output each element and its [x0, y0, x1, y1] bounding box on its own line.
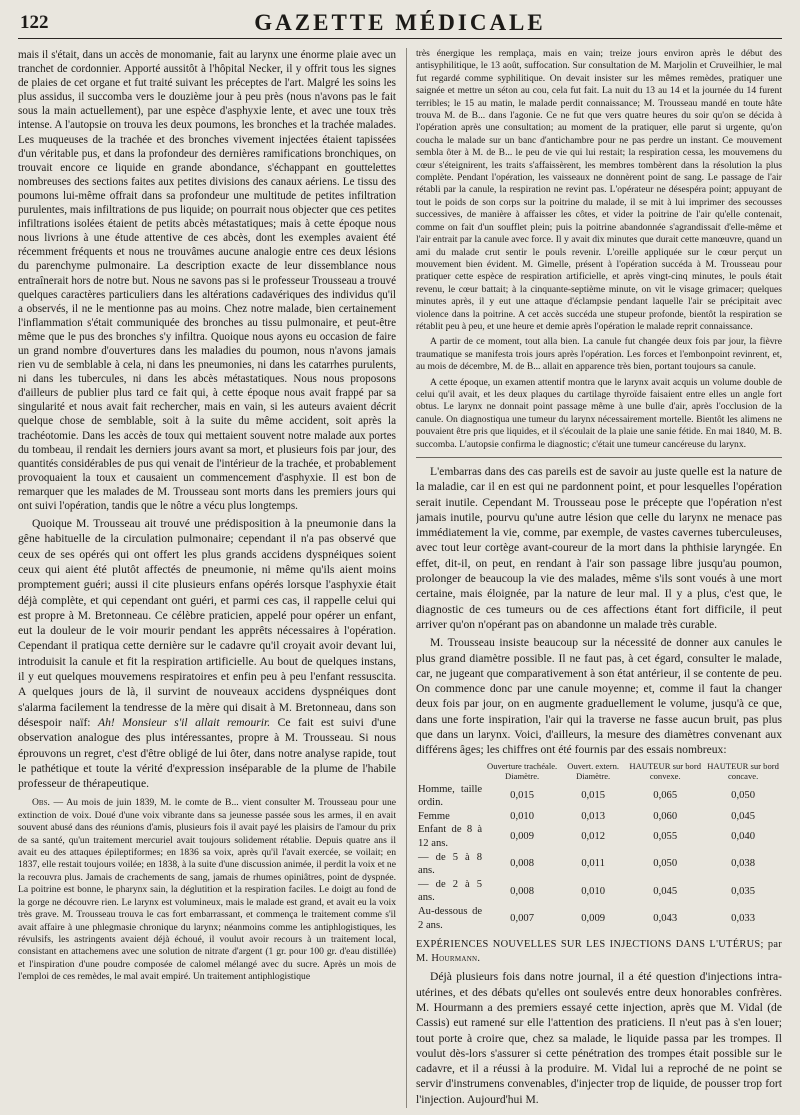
table-row-label: Enfant de 8 à 12 ans.: [418, 824, 483, 850]
table-row-label: Femme: [418, 810, 450, 822]
table-cell: 0,043: [653, 912, 678, 924]
table-row: [416, 823, 782, 850]
paragraph-autopsy: mais il s'était, dans un accès de monomanie, fait au larynx une énorme plaie avec un tranchet de cordonnier. Apporté aussitôt à l'hôpital Necker, il y offrit tous les signes de plaies de cet organe et fut traité suivant les préceptes de l'art. Malgré les soins les plus assidus, il succomba vers le douzième jour à peu près (nous n'avons pas le fait sous la main actuellement), par une espèce d'asphyxie lente, et avec une toux très intense. A l'autopsie on trouva les deux poumons, les bronches et la trachée malades. Les muqueuses de la trachée et des bronches vivement injectées étaient tapissées d'un véritable pus, et dans la profondeur des dernières ramifications bronchiques, on trouvait encore ce liquide en grande abondance, s'échappant en gouttelettes nombreuses des sections faites aux petites divisions des canaux aériens. Le tissu des poumons lui-même offrait dans sa profondeur une multitude de petites infiltration purulentes, mais infiltrations de pus liquide; on pourrait nous objecter que ces petites infiltrations isolées étaient de petits abcès métastatiques; mais à cette époque nous nous livrions à une étude attentive de ces abcès, dont les exemples avaient été récemment fréquents et nous ne trouvâmes aucune analogie entre ces deux lésions du parenchyme pulmonaire. La description exacte de leur dissemblance nous entraînerait hors de notre but. Nous ne savons pas si le professeur Trousseau a trouvé quelques caractères particuliers dans les altérations cadavériques des individus qu'il a observés, il ne le mentionne pas au moins. Chez notre malade, bien certainement l'inflammation s'était communiquée des bronches au tissu pulmonaire, et peut-être même que le pus des bronches s'y infiltra. Quoique nous ayons eu occasion de faire un grand nombre d'ouvertures dans les maladies du poumon, nous n'avons jamais rien vu de semblable à cela, ni dans les pneumonies, ni dans les catarrhes purulents, ni dans les tubercules, ni dans les abcès métastatiques. Nous nous proposons d'ailleurs de publier plus tard ce fait qui, à cette époque nous avait frappé par sa singularité et nous avait fait rechercher, mais en vain, si les auteurs avaient décrit quelque chose de semblable, soit à la suite du même accident, soit après la trachéotomie. Dans les accès de toux qui mettaient souvent notre malade aux portes du tombeau, il rendait les derniers jours avant sa mort, et plusieurs fois par jour, des quantités considérables de pus qui venait de l'intérieur de la trachée, et probablement provoquaient la toux et causaient un commencement d'asphyxie. Il est bon de remarquer que les malades de M. Trousseau sont morts dans les premiers jours qui ont suivi l'opération, tandis que le nôtre a vécu plus longtemps.: [18, 49, 396, 512]
section-rule: [416, 457, 782, 458]
observation-continued: très énergique les remplaça, mais en vain; treize jours environ après le début des antisyphilitique, le 13 août, suffocation. Sur consultation de M. Marjolin et Cruveilhier, le mal fut regardé comme syphilitique. On devait insister sur les mêmes remèdes, pratiquer une saignée et mettre un séton au cou, cela fut fait. La nuit du 13 au 14 et la journée du 14 furent terribles; le 15 au matin, le malade perdit connaissance; M. Trousseau mandé en toute hâte trouva M. de B... dans l'agonie. Ce ne fut que vers quatre heures du soir qu'on se décida à l'opération après une consultation; au moment de la pratiquer, elle parut si urgente, qu'on coucha le malade sur un banc d'antichambre pour ne pas perdre un instant. Ce mouvement sembla ôter à M. de B... le peu de vie qui lui restait; la respiration cessa, les mouvemens du cœur s'éteignirent, les traits s'affaissèrent, les membres tombèrent dans la résolution la plus complète. Pendant l'opération, les vaisseaux ne donnèrent point de sang. Le passage de l'air rétabli par la canule, la respiration ne revint pas. L'opérateur ne désespéra point; appuyant de tout le poids de son corps sur la poitrine du malade, il se mit à lui imprimer des secousses successives, de manière à affaisser les côtes, et vider la poitrine de l'air qu'elle contenait, comme on fait d'un soufflet plein; puis la poitrine abandonnée s'agrandissait d'elle-même et l'air entrait par la canule avec force. Il y avait dix minutes que durait cette manœuvre, quand un ami du malade crut sentir le pouls revenir. L'oreille appliquée sur le cœur perçut un mouvement bien évident. M. Gimelle, présent à l'opération succéda à M. Trousseau pour pratiquer cette espèce de respiration artificielle, et après vingt-cinq minutes, le pouls était revenu, le cœur battait; à la cinquante-septième minute, on vit le visage grimacer; quelques minutes après, il y eut une attaque d'éclampsie pendant laquelle l'air se précipitait avec violence dans la poitrine. A cet accès succéda une stupeur profonde, bientôt la respiration se rétablit peu à peu, et une heure et demie après l'opération le malade reprit connaissance.: [416, 48, 782, 332]
table-row-label: Homme, taille ordin.: [418, 783, 483, 809]
paragraph-injections: Déjà plusieurs fois dans notre journal, il a été question d'injections intra-utérines, et des débats qu'elles ont soulevés entre deux honorables confrères. M. Hourmann a des premiers essayé cette injection, après que M. Vidal (de Cassis) eut ramené sur elle l'attention des praticiens. Il n'eut pas à s'en louer; tout porte à croire que, chez sa malade, le liquide passa par les trompes. Il voulut dès-lors s'assurer si cette pénétration des trompes était possible sur le cadavre, et il a réussi à la produire. M. Vidal lui a reproché de ne point se servir d'instrumens convenables, d'injecter trop de liquide, de pousser trop fort l'injection. Aujourd'hui M.: [416, 970, 782, 1106]
table-row: [416, 878, 782, 905]
table-row: [416, 810, 782, 824]
table-cell: 0,010: [510, 810, 535, 822]
table-row: [416, 783, 782, 810]
paragraph-pneumonia: [18, 516, 396, 791]
observation-text: — Au mois de juin 1839, M. le comte de B... vient consulter M. Trousseau pour une extinction de voix. Doué d'une voix vibrante dans sa jeunesse passée sous les armes, il en avait souvent abusé dans des réunions d'amis, plusieurs fois il avait payé les plaisirs de l'amour du prix de sa santé, qu'un traitement mercuriel avait toujours solidement rétablie. Depuis quatre ans il avait eu des attaques épileptiformes; en 1836 sa voix, après qu'il l'avait exercée, se voilait; en 1837, elle restait toujours voilée; en 1838, à la suite d'une discussion animée, il perdit la voix et ne la recouvra plus. Jamais de crachements de sang, jamais de rhumes opiniâtres, point de dyspnée. La poitrine est bonne, le pharynx sain, la déglutition et la respiration faciles. Le doigt au fond de la gorge ne découvre rien. Le larynx est volumineux, mais le malade est grand, et avait eu la voix très grave. M. Trousseau trouva le cas fort embarrassant, et commença le traitement comme s'il avait affaire à une phlegmasie chronique du larynx; néanmoins comme les antiphlogistiques, les révulsifs, les astringents avaient déjà échoué, il voulut avoir recours à un traitement local, consistant en attachemens avec une solution de nitrate d'argent (1 gr. pour 100 gr. d'eau distillée) et l'inspiration d'une poudre composée de calomel mélangé avec du sucre. Après un mois de l'emploi de ces remèdes, le mal avait empiré. Un traitement antiphlogistique: [18, 797, 396, 983]
table-row-label: Au-dessous de 2 ans.: [418, 905, 483, 931]
section-heading: [416, 938, 782, 965]
table-header-cell: Ouvert. extern. Diamètre.: [567, 760, 620, 781]
observation-label: Obs.: [32, 797, 50, 809]
paragraph-pneumonia-end: Ce fait est suivi d'une observation analogue des plus intéressantes, propre à M. Trousseau. Si nous éprouvons un regret, c'est d'être obligé de lui ôter, dans notre analyse rapide, tout le pathétique et toute la vérité d'expression inséparable de la plume de l'habile professeur de thérapeutique.: [18, 715, 396, 791]
table-cell: 0,055: [653, 831, 678, 843]
table-cell: 0,045: [731, 810, 756, 822]
section-author: Hourmann.: [431, 952, 481, 964]
table-row: [416, 905, 782, 932]
paragraph-recovery: A partir de ce moment, tout alla bien. La canule fut changée deux fois par jour, la fièvre traumatique se manifesta trois jours après l'opération. Les forces et l'embonpoint revinrent, et, au mois de décembre, M. de B... allait en apparence très bien, portant toujours sa canule.: [416, 336, 782, 373]
observation-paragraph: [18, 797, 396, 983]
table-cell: 0,009: [510, 831, 535, 843]
table-row: [416, 851, 782, 878]
table-cell: 0,060: [653, 810, 678, 822]
table-cell: 0,050: [653, 858, 678, 870]
table-cell: 0,015: [581, 790, 606, 802]
left-column: [18, 48, 396, 1108]
table-header-cell: HAUTEUR sur bord convexe.: [629, 760, 701, 781]
table-cell: 0,008: [510, 885, 535, 897]
table-cell: 0,011: [581, 858, 605, 870]
journal-title: GAZETTE MÉDICALE: [254, 10, 546, 35]
table-cell: 0,010: [581, 885, 606, 897]
table-header-row: [416, 761, 782, 783]
mother-quote: Ah! Monsieur s'il allait remourir.: [98, 715, 271, 729]
table-cell: 0,012: [581, 831, 606, 843]
table-cell: 0,050: [731, 790, 756, 802]
right-column: [416, 48, 782, 1108]
table-header-cell: HAUTEUR sur bord concave.: [707, 760, 779, 781]
paragraph-tumor: A cette époque, un examen attentif montra que le larynx avait acquis un volume double de celui qu'il avait, et les deux plaques du cartilage thyroïde faisaient entre elles un angle fort obtus. Le larynx ne donnait point passage même à une bulle d'air, après l'occlusion de la canule. On diagnostiqua une tumeur du larynx nécessairement mortelle. Bientôt les alimens ne pouvaient être pris que liquides, et il s'écoulait de la plaie une sanie fétide. En mai 1840, M. B. succomba. L'autopsie confirma le diagnostic; c'était une tumeur cancéreuse du larynx.: [416, 376, 782, 450]
table-cell: 0,015: [510, 790, 535, 802]
table-cell: 0,038: [731, 858, 756, 870]
paragraph-diagnosis: L'embarras dans des cas pareils est de savoir au juste quelle est la nature de la maladie, car il en est qui ne pardonnent point, et pour lesquelles l'opération serait inutile. Cependant M. Trousseau pose le précepte que l'opération n'est jamais inutile, pourvu qu'une autre lésion que celle du larynx ne menace pas immédiatement la vie, comme, par exemple, de vastes cavernes tuberculeuses, avec tout leur cortège avant-coureur de la mort dans la phthisie laryngée. En effet, dit-il, on peut, en rendant à l'air son passage libre jusqu'au poumon, prolonger de beaucoup la vie des malades, même s'ils sont voués à une mort certaine, mais éloignée, par la nature de leur mal. Il y a plus, c'est que, le diagnostic de ces tumeurs ou de ces affections étant fort difficile, il peut arriver qu'on n'opérant pas on abandonne un malade très curable.: [416, 465, 782, 631]
table-cell: 0,045: [653, 885, 678, 897]
column-divider: [406, 48, 407, 1108]
table-cell: 0,040: [731, 831, 756, 843]
table-header-cell: Ouverture trachéale. Diamètre.: [487, 760, 558, 781]
table-cell: 0,035: [731, 885, 756, 897]
page-header: [18, 6, 782, 39]
section-heading-text: EXPÉRIENCES NOUVELLES SUR LES INJECTIONS DANS L'UTÉRUS; par M.: [416, 939, 782, 964]
table-cell: 0,033: [731, 912, 756, 924]
table-cell: 0,008: [510, 858, 535, 870]
paragraph-pneumonia-text: Quoique M. Trousseau ait trouvé une prédisposition à la pneumonie dans la gêne habituelle de la circulation pulmonaire; cependant il n'a pas observé que ceux de ses opérés qui ont offert les plus grands accidens dyspnéiques soient ceux qui aient été plutôt affectés de pneumonie, ni même qu'ils aient moins promptement guéri; aussi il cite plusieurs enfans opérés lorsque l'asphyxie était déjà complète, et qui cependant ont guéri, et parmi ces cas, il rappelle celui qui est propre à M. Bretonneau. Ce célèbre praticien, appelé pour opérer un enfant, eut la douleur de le voir mourir pendant les apprêts nécessaires à l'opération. Cependant il pratiqua cette dernière sur le cadavre qu'il croyait avoir devant lui, introduisit la canule et fit la respiration artificielle. Au bout de quelques instans, il y eut quelques mouvemens respiratoires et enfin peu à peu l'enfant ressuscita. A quelques jours de là, il survint de nouveaux accidens dyspnéiques dont s'alarma facilement la tendresse de la mère qui disait à M. Bretonneau, dans son désespoir naïf:: [18, 517, 396, 729]
table-cell: 0,013: [581, 810, 606, 822]
page-number: 122: [20, 12, 49, 33]
table-cell: 0,065: [653, 790, 678, 802]
paragraph-canules: M. Trousseau insiste beaucoup sur la nécessité de donner aux canules le plus grand diamètre possible. Il ne faut pas, à cet égard, consulter le malade, car, ne jugeant que comparativement à son état antérieur, il se contente de peu. On commence donc par une canule moyenne; et, comme il faut la changer deux fois par jour, on en augmente graduellement le volume, jusqu'à ce que, dans une forte inspiration, l'air qui la traverse ne fasse aucun bruit, pas plus que dans un larynx. Voici, d'ailleurs, la mesure des diamètres convenant aux différens âges; les chiffres ont été fournis par des essais nombreux:: [416, 636, 782, 757]
canula-measures-table: [416, 761, 782, 933]
table-cell: 0,009: [581, 912, 606, 924]
table-header-cell: [416, 761, 484, 783]
table-cell: 0,007: [510, 912, 535, 924]
table-row-label: — de 2 à 5 ans.: [418, 878, 483, 904]
table-row-label: — de 5 à 8 ans.: [418, 851, 483, 877]
